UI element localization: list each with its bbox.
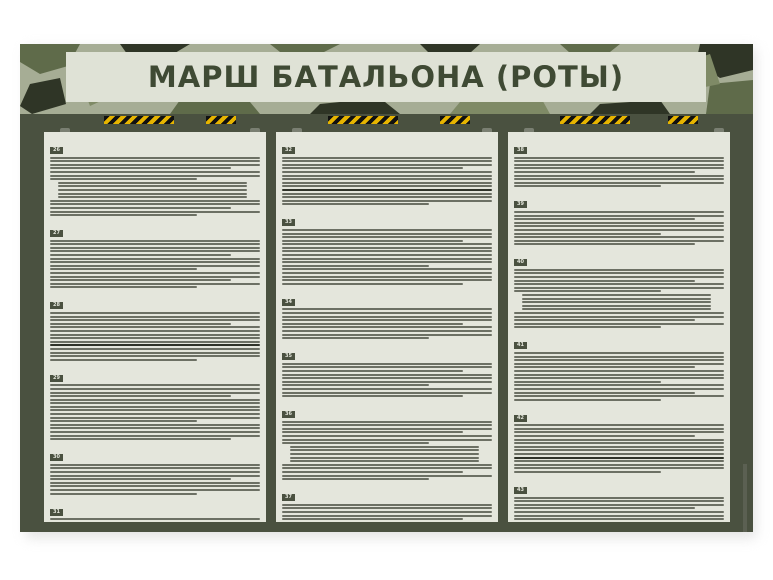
text-line: [514, 276, 724, 278]
poster-title: МАРШ БАТАЛЬОНА (РОТЫ): [147, 60, 625, 94]
text-line: [282, 233, 492, 235]
text-line: [50, 431, 260, 433]
text-line: [50, 254, 231, 256]
section-number: 36: [282, 411, 295, 418]
text-line: [514, 319, 695, 321]
text-line: [514, 178, 724, 180]
text-line: [50, 485, 260, 487]
text-line: [514, 392, 695, 394]
text-line: [514, 464, 724, 466]
text-line: [50, 352, 260, 354]
text-line: [514, 388, 724, 390]
text-line: [514, 356, 724, 358]
text-line: [282, 283, 463, 285]
text-line: [50, 247, 260, 249]
text-line: [514, 457, 724, 459]
text-section: [282, 288, 492, 339]
text-line: [514, 287, 724, 289]
text-line: [50, 355, 260, 357]
text-line: [514, 366, 695, 368]
text-line: [514, 280, 695, 282]
hazard-stripe: [104, 116, 174, 124]
text-section: [514, 248, 724, 328]
side-imprint: [743, 464, 747, 532]
text-line: [50, 203, 260, 205]
text-line: [514, 160, 724, 162]
text-line: [50, 438, 231, 440]
text-line: [50, 178, 197, 180]
text-line: [514, 370, 724, 372]
text-line: [282, 428, 492, 430]
text-line: [514, 399, 661, 401]
hazard-stripe: [560, 116, 630, 124]
text-line: [282, 319, 492, 321]
text-line: [282, 370, 463, 372]
text-line: [50, 319, 260, 321]
text-line: [50, 283, 260, 285]
text-line: [514, 377, 724, 379]
text-line: [50, 160, 260, 162]
text-line: [282, 384, 429, 386]
text-line: [282, 475, 492, 477]
text-line: [282, 334, 492, 336]
text-line: [290, 449, 479, 451]
text-line: [282, 189, 492, 191]
text-line: [514, 500, 724, 502]
section-number: 40: [514, 259, 527, 266]
text-line: [522, 298, 711, 300]
text-line: [282, 236, 492, 238]
text-line: [50, 330, 260, 332]
text-line: [50, 493, 197, 495]
text-line: [50, 417, 260, 419]
text-line: [50, 175, 260, 177]
section-number: 28: [50, 302, 63, 309]
text-line: [50, 388, 260, 390]
text-line: [50, 214, 197, 216]
text-line: [50, 409, 260, 411]
section-number: 27: [50, 230, 63, 237]
text-line: [50, 171, 260, 173]
section-number: 34: [282, 299, 295, 306]
text-line: [514, 164, 724, 166]
text-line: [282, 160, 492, 162]
text-line: [514, 185, 661, 187]
text-line: [514, 326, 661, 328]
text-line: [522, 294, 711, 296]
text-section: [514, 404, 724, 473]
text-line: [50, 478, 231, 480]
text-line: [514, 229, 724, 231]
text-line: [514, 449, 724, 451]
text-line: [50, 268, 197, 270]
text-line: [50, 240, 260, 242]
section-number: 26: [50, 147, 63, 154]
text-line: [282, 515, 492, 517]
text-line: [282, 504, 492, 506]
text-line: [50, 276, 260, 278]
text-line: [50, 286, 197, 288]
text-line: [514, 504, 724, 506]
text-line: [514, 359, 724, 361]
text-line: [282, 467, 492, 469]
text-line: [514, 312, 724, 314]
text-line: [282, 511, 492, 513]
text-line: [522, 308, 711, 310]
text-line: [282, 272, 492, 274]
text-line: [282, 388, 492, 390]
text-line: [282, 243, 492, 245]
text-line: [514, 435, 695, 437]
text-line: [514, 352, 724, 354]
text-section: [282, 342, 492, 397]
text-line: [282, 442, 429, 444]
text-line: [514, 218, 695, 220]
text-line: [514, 167, 724, 169]
text-line: [282, 167, 463, 169]
section-number: 39: [514, 201, 527, 208]
text-line: [282, 424, 492, 426]
text-line: [50, 489, 260, 491]
text-line: [282, 312, 492, 314]
text-line: [50, 265, 260, 267]
text-section: [514, 190, 724, 245]
text-line: [282, 157, 492, 159]
text-line: [282, 374, 492, 376]
text-line: [514, 442, 724, 444]
text-line: [522, 301, 711, 303]
text-line: [514, 453, 724, 455]
text-line: [50, 399, 260, 401]
text-line: [282, 261, 492, 263]
text-section: [514, 331, 724, 400]
text-line: [290, 460, 479, 462]
text-line: [50, 471, 260, 473]
text-line: [282, 265, 429, 267]
text-line: [282, 316, 492, 318]
text-line: [514, 225, 724, 227]
text-line: [50, 467, 260, 469]
text-section: [282, 208, 492, 285]
text-line: [282, 258, 492, 260]
section-number: 43: [514, 487, 527, 494]
text-line: [282, 421, 492, 423]
hazard-stripe: [328, 116, 398, 124]
text-line: [50, 334, 260, 336]
text-line: [50, 392, 260, 394]
text-line: [282, 471, 463, 473]
text-line: [50, 261, 260, 263]
text-line: [514, 518, 724, 520]
text-line: [282, 182, 492, 184]
text-line: [50, 316, 260, 318]
text-line: [50, 348, 260, 350]
text-section: [50, 364, 260, 441]
text-line: [514, 283, 724, 285]
text-line: [514, 290, 661, 292]
text-line: [282, 507, 492, 509]
text-section: [50, 219, 260, 288]
text-line: [282, 478, 429, 480]
section-number: 42: [514, 415, 527, 422]
text-line: [282, 330, 492, 332]
text-line: [50, 250, 260, 252]
text-line: [514, 374, 724, 376]
text-section: [514, 476, 724, 522]
text-line: [282, 308, 492, 310]
text-line: [514, 515, 724, 517]
text-line: [282, 439, 492, 441]
text-line: [282, 363, 492, 365]
text-line: [58, 196, 247, 198]
text-line: [282, 268, 492, 270]
text-line: [514, 428, 724, 430]
text-line: [50, 207, 231, 209]
text-section: [50, 498, 260, 522]
text-line: [282, 377, 492, 379]
text-column-3: [508, 132, 730, 522]
text-line: [514, 182, 724, 184]
section-number: 41: [514, 342, 527, 349]
text-line: [514, 384, 724, 386]
text-section: [50, 443, 260, 494]
text-line: [514, 240, 724, 242]
section-number: 35: [282, 353, 295, 360]
text-section: [514, 136, 724, 187]
text-line: [282, 435, 492, 437]
text-column-2: [276, 132, 498, 522]
text-line: [514, 395, 724, 397]
text-line: [50, 384, 260, 386]
text-line: [290, 453, 479, 455]
section-number: 37: [282, 494, 295, 501]
text-line: [50, 395, 231, 397]
text-line: [282, 178, 492, 180]
text-line: [514, 211, 724, 213]
text-line: [282, 395, 463, 397]
text-line: [514, 215, 724, 217]
text-line: [290, 446, 479, 448]
text-line: [282, 250, 492, 252]
section-number: 31: [50, 509, 63, 516]
text-line: [514, 171, 695, 173]
text-line: [514, 243, 695, 245]
text-line: [282, 164, 492, 166]
text-line: [282, 431, 463, 433]
text-line: [514, 363, 724, 365]
text-line: [50, 435, 260, 437]
hazard-stripe: [668, 116, 698, 124]
text-line: [50, 359, 197, 361]
text-line: [50, 482, 260, 484]
text-line: [282, 193, 492, 195]
text-line: [50, 164, 260, 166]
text-section: [50, 291, 260, 360]
text-line: [50, 200, 260, 202]
text-line: [282, 337, 429, 339]
text-line: [514, 381, 661, 383]
text-line: [282, 326, 492, 328]
text-line: [514, 175, 724, 177]
poster: [20, 44, 753, 532]
text-line: [514, 431, 724, 433]
section-number: 29: [50, 375, 63, 382]
text-line: [50, 326, 260, 328]
text-line: [514, 157, 724, 159]
title-banner: [20, 44, 753, 114]
text-line: [50, 475, 260, 477]
text-line: [514, 460, 724, 462]
text-line: [514, 511, 724, 513]
text-line: [514, 497, 724, 499]
text-line: [282, 175, 492, 177]
text-section: [282, 136, 492, 205]
text-line: [282, 240, 463, 242]
text-line: [514, 471, 661, 473]
text-line: [282, 185, 492, 187]
text-line: [50, 157, 260, 159]
text-line: [282, 229, 492, 231]
text-line: [514, 316, 724, 318]
text-line: [282, 366, 492, 368]
text-line: [282, 247, 492, 249]
text-section: [282, 400, 492, 480]
text-line: [50, 279, 231, 281]
text-section: [282, 483, 492, 522]
text-line: [50, 211, 260, 213]
text-line: [50, 312, 260, 314]
section-number: 38: [514, 147, 527, 154]
text-line: [58, 193, 247, 195]
text-line: [282, 279, 492, 281]
text-line: [514, 424, 724, 426]
text-line: [514, 269, 724, 271]
hazard-stripe: [206, 116, 236, 124]
text-line: [50, 518, 260, 520]
text-line: [58, 189, 247, 191]
text-line: [50, 323, 231, 325]
text-line: [50, 258, 260, 260]
text-line: [50, 406, 260, 408]
text-line: [514, 236, 724, 238]
text-line: [282, 254, 492, 256]
text-line: [514, 323, 724, 325]
text-line: [50, 341, 260, 343]
text-line: [50, 344, 260, 346]
text-line: [282, 203, 429, 205]
text-column-1: [44, 132, 266, 522]
section-number: 30: [50, 454, 63, 461]
text-line: [514, 233, 661, 235]
text-line: [50, 413, 260, 415]
text-line: [282, 392, 492, 394]
text-line: [50, 272, 260, 274]
text-line: [522, 305, 711, 307]
text-line: [282, 171, 492, 173]
text-line: [58, 182, 247, 184]
text-line: [50, 167, 231, 169]
text-line: [50, 402, 260, 404]
text-line: [50, 420, 197, 422]
text-line: [50, 464, 260, 466]
text-line: [50, 337, 260, 339]
text-line: [514, 439, 724, 441]
text-section: [50, 136, 260, 216]
text-line: [282, 323, 463, 325]
text-line: [282, 200, 492, 202]
text-line: [282, 518, 463, 520]
text-line: [514, 467, 724, 469]
text-line: [50, 427, 260, 429]
text-line: [514, 507, 695, 509]
text-line: [514, 446, 724, 448]
text-line: [514, 272, 724, 274]
text-line: [282, 464, 492, 466]
text-line: [282, 196, 492, 198]
text-line: [50, 424, 260, 426]
section-number: 32: [282, 147, 295, 154]
text-line: [290, 457, 479, 459]
text-line: [58, 185, 247, 187]
text-line: [282, 276, 492, 278]
hazard-stripe: [440, 116, 470, 124]
text-line: [50, 243, 260, 245]
text-line: [514, 222, 724, 224]
text-line: [282, 381, 492, 383]
section-number: 33: [282, 219, 295, 226]
